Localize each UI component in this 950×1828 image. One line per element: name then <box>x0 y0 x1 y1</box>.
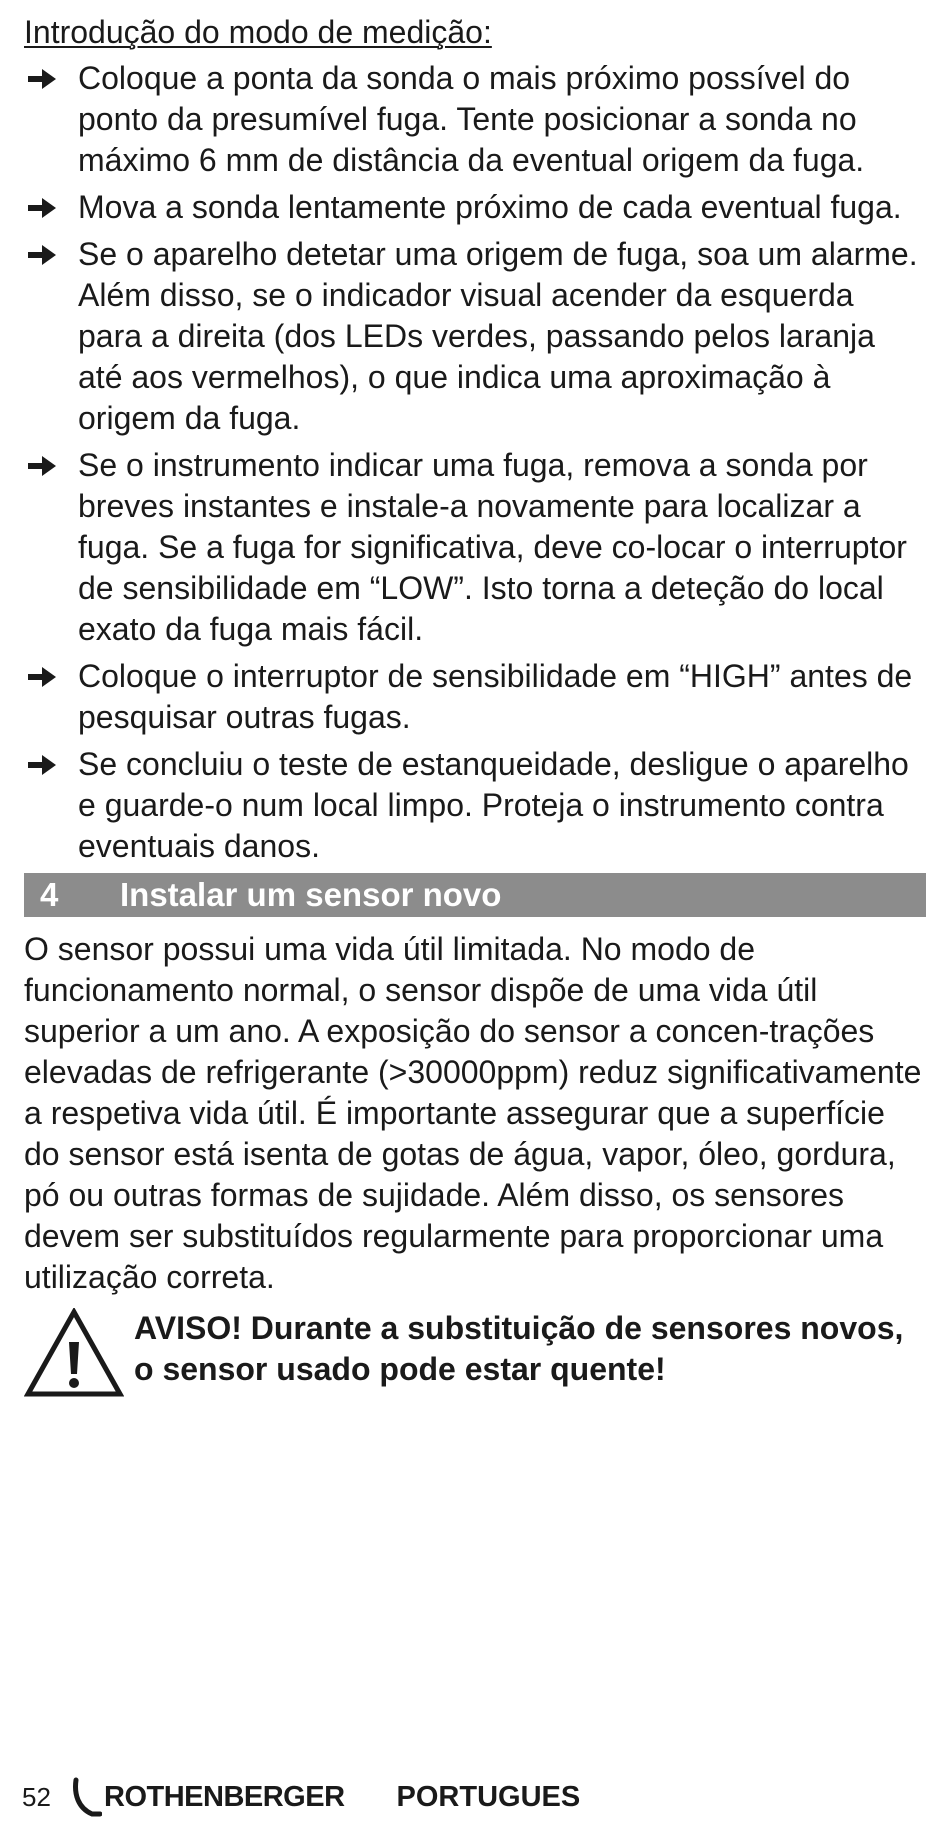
page-footer <box>22 1772 580 1822</box>
step-item <box>24 656 926 738</box>
step-item <box>24 187 926 228</box>
warning-text: AVISO! Durante a substituição de sensores novos, o sensor usado pode estar quente! <box>134 1310 904 1387</box>
step-text: Se o instrumento indicar uma fuga, remova a sonda por breves instantes e instale-a novamente para localizar a fuga. Se a fuga for significativa, deve co-locar o interruptor de sensibilidade em “LOW”. Isto torna a deteção do local exato da fuga mais fácil. <box>78 447 907 647</box>
arrow-right-icon <box>26 67 58 91</box>
warning-triangle-icon <box>24 1308 124 1400</box>
steps-list <box>24 58 926 867</box>
step-text: Se o aparelho detetar uma origem de fuga, soa um alarme. Além disso, se o indicador visual acender da esquerda para a direita (dos LEDs verdes, passando pelos laranja até aos vermelhos), o que indica uma aproximação à origem da fuga. <box>78 236 918 436</box>
arrow-right-icon <box>26 196 58 220</box>
arrow-right-icon <box>26 665 58 689</box>
brand-logo <box>72 1776 345 1818</box>
step-text: Coloque a ponta da sonda o mais próximo possível do ponto da presumível fuga. Tente posicionar a sonda no máximo 6 mm de distância da eventual origem da fuga. <box>78 60 865 178</box>
step-item <box>24 234 926 439</box>
step-text: Mova a sonda lentamente próximo de cada eventual fuga. <box>78 189 902 225</box>
step-text: Se concluiu o teste de estanqueidade, desligue o aparelho e guarde-o num local limpo. Proteja o instrumento contra eventuais danos. <box>78 746 909 864</box>
intro-heading: Introdução do modo de medição: <box>24 14 492 50</box>
page-number: 52 <box>22 1781 51 1812</box>
step-item <box>24 445 926 650</box>
section-header <box>24 873 926 917</box>
page-content <box>24 12 926 1400</box>
arrow-right-icon <box>26 243 58 267</box>
warning-block <box>24 1308 926 1400</box>
arrow-right-icon <box>26 454 58 478</box>
step-item <box>24 58 926 181</box>
language-label: PORTUGUES <box>396 1780 581 1813</box>
brand-name: ROTHENBERGER <box>104 1780 345 1813</box>
arrow-right-icon <box>26 753 58 777</box>
section-number: 4 <box>40 876 59 913</box>
section-body: O sensor possui uma vida útil limitada. No modo de funcionamento normal, o sensor dispõe de uma vida útil superior a um ano. A exposição do sensor a concen-trações elevadas de refrigerante (>30000ppm) reduz significativamente a respetiva vida útil. É importante assegurar que a superfície do sensor está isenta de gotas de água, vapor, óleo, gordura, pó ou outras formas de sujidade. Além disso, os sensores devem ser substituídos regularmente para proporcionar uma utilização correta. <box>24 931 922 1295</box>
section-title: Instalar um sensor novo <box>120 876 502 913</box>
step-text: Coloque o interruptor de sensibilidade em “HIGH” antes de pesquisar outras fugas. <box>78 658 913 735</box>
brand-swoosh-icon <box>72 1776 102 1818</box>
step-item <box>24 744 926 867</box>
